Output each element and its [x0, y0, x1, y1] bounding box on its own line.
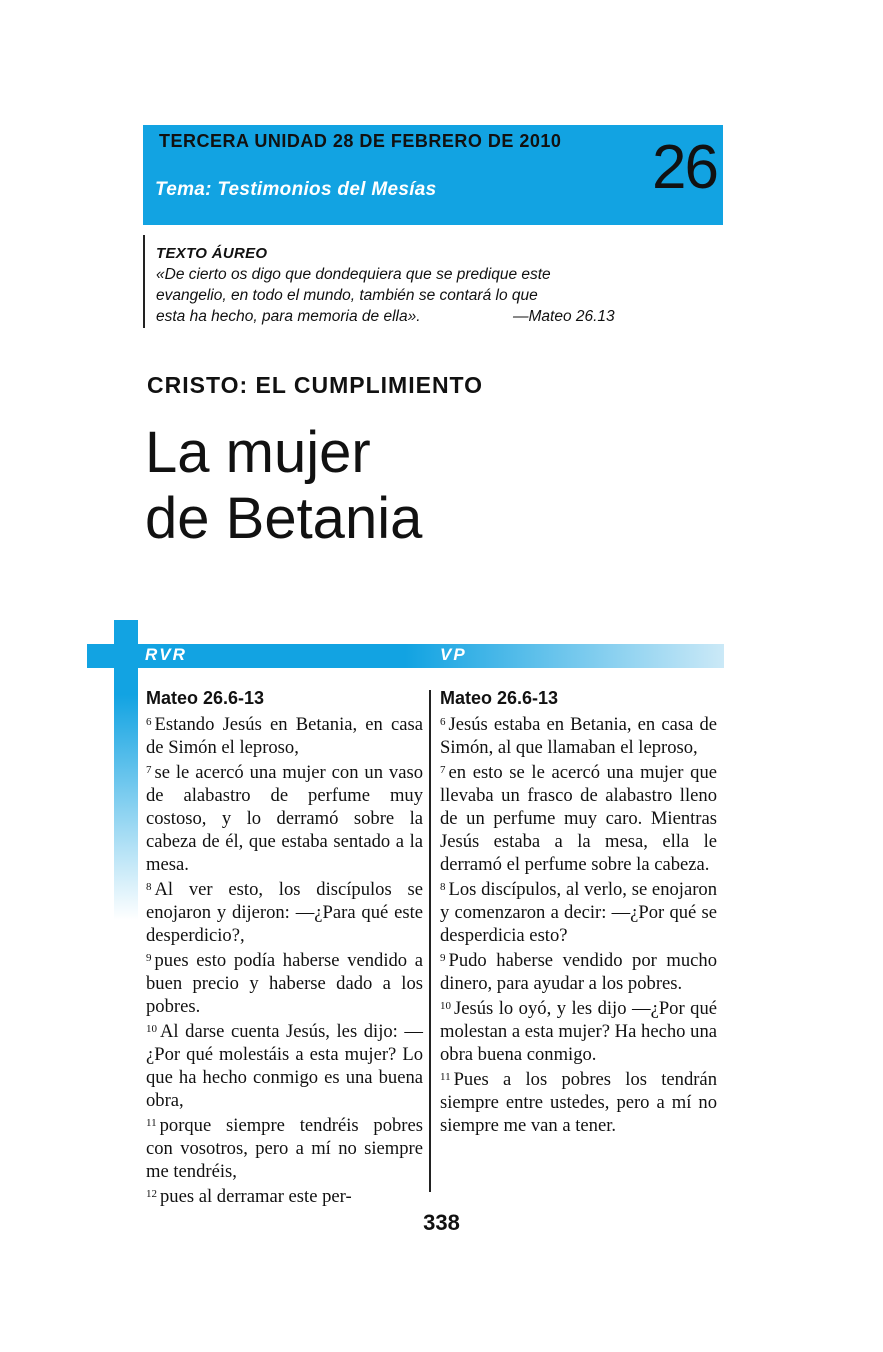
verse-text: Pues a los pobres los tendrán siempre entre ustedes, pero a mí no siempre me van a tener.	[440, 1069, 717, 1136]
verse-text: se le acercó una mujer con un vaso de alabastro de perfume muy costoso, y lo derramó sobre la cabeza de él, que estaba sentado a la mesa.	[146, 762, 423, 875]
passage-reference: Mateo 26.6-13	[146, 688, 265, 708]
verse	[146, 1112, 423, 1183]
title-line: de Betania	[145, 486, 423, 551]
lesson-theme: Tema: Testimonios del Mesías	[155, 179, 437, 200]
version-label-rvr: RVR	[145, 645, 187, 664]
rvr-column	[146, 687, 423, 1208]
verse-text: Al darse cuenta Jesús, les dijo: —¿Por qué molestáis a esta mujer? Lo que ha hecho conmigo es una buena obra,	[146, 1021, 423, 1111]
vp-column	[440, 687, 717, 1137]
verse-text: Jesús estaba en Betania, en casa de Simón, al que llamaban el leproso,	[440, 714, 717, 758]
verse-number: 11	[440, 1071, 451, 1083]
verse-text: pues al derramar este per-	[160, 1186, 352, 1207]
lesson-title	[145, 420, 422, 552]
verse-text: Estando Jesús en Betania, en casa de Simón el leproso,	[146, 714, 423, 758]
lesson-header	[143, 125, 723, 225]
lesson-number: 26	[652, 133, 717, 202]
golden-text-reference: —Mateo 26.13	[513, 308, 615, 325]
verse	[146, 759, 423, 876]
verse-text: porque siempre tendréis pobres con vosotros, pero a mí no siempre me tendréis,	[146, 1115, 423, 1182]
verse	[440, 995, 717, 1066]
verse	[440, 1066, 717, 1137]
verse-number: 9	[440, 952, 446, 964]
verse-text: pues esto podía haberse vendido a buen precio y haberse dado a los pobres.	[146, 950, 423, 1017]
verse-text: Pudo haberse vendido por mucho dinero, para ayudar a los pobres.	[440, 950, 717, 994]
verse	[146, 947, 423, 1018]
title-line: La mujer	[145, 420, 371, 485]
golden-text-label: TEXTO ÁUREO	[156, 245, 268, 262]
golden-text-line: evangelio, en todo el mundo, también se contará lo que	[156, 287, 538, 304]
verse	[440, 759, 717, 876]
golden-text-line: «De cierto os digo que dondequiera que se predique este	[156, 266, 551, 283]
verse-number: 6	[146, 716, 152, 728]
golden-text-line: esta ha hecho, para memoria de ella».	[156, 308, 421, 325]
verse-number: 7	[146, 764, 152, 776]
verse-text: Los discípulos, al verlo, se enojaron y comenzaron a decir: —¿Por qué se desperdicia esto?	[440, 879, 717, 946]
verse	[146, 1183, 423, 1208]
verse-number: 11	[146, 1117, 157, 1129]
verse-number: 9	[146, 952, 152, 964]
cross-horizontal-bar	[87, 644, 724, 668]
unit-date: TERCERA UNIDAD 28 DE FEBRERO DE 2010	[159, 131, 562, 151]
verse	[146, 876, 423, 947]
verse-number: 10	[146, 1023, 157, 1035]
verse-number: 6	[440, 716, 446, 728]
verse	[440, 876, 717, 947]
verse-number: 8	[440, 881, 446, 893]
verse-text: Jesús lo oyó, y les dijo —¿Por qué molestan a esta mujer? Ha hecho una obra buena conmigo.	[440, 998, 717, 1065]
verse-number: 7	[440, 764, 446, 776]
verse	[440, 947, 717, 995]
verse-number: 8	[146, 881, 152, 893]
golden-text-block	[143, 235, 685, 328]
verse-text: Al ver esto, los discípulos se enojaron y dijeron: —¿Para qué este desperdicio?,	[146, 879, 423, 946]
verse-text: en esto se le acercó una mujer que llevaba un frasco de alabastro lleno de un perfume muy caro. Mientras Jesús estaba a la mesa, ella le derramó el perfume sobre la cabeza.	[440, 762, 717, 875]
verse	[146, 711, 423, 759]
verse-number: 10	[440, 1000, 451, 1012]
page-number: 338	[423, 1210, 460, 1235]
passage-reference: Mateo 26.6-13	[440, 688, 559, 708]
verse	[146, 1018, 423, 1112]
verse	[440, 711, 717, 759]
column-divider	[429, 690, 431, 1192]
verse-number: 12	[146, 1188, 157, 1200]
section-label: CRISTO: EL CUMPLIMIENTO	[147, 372, 484, 398]
version-label-vp: VP	[440, 645, 467, 664]
